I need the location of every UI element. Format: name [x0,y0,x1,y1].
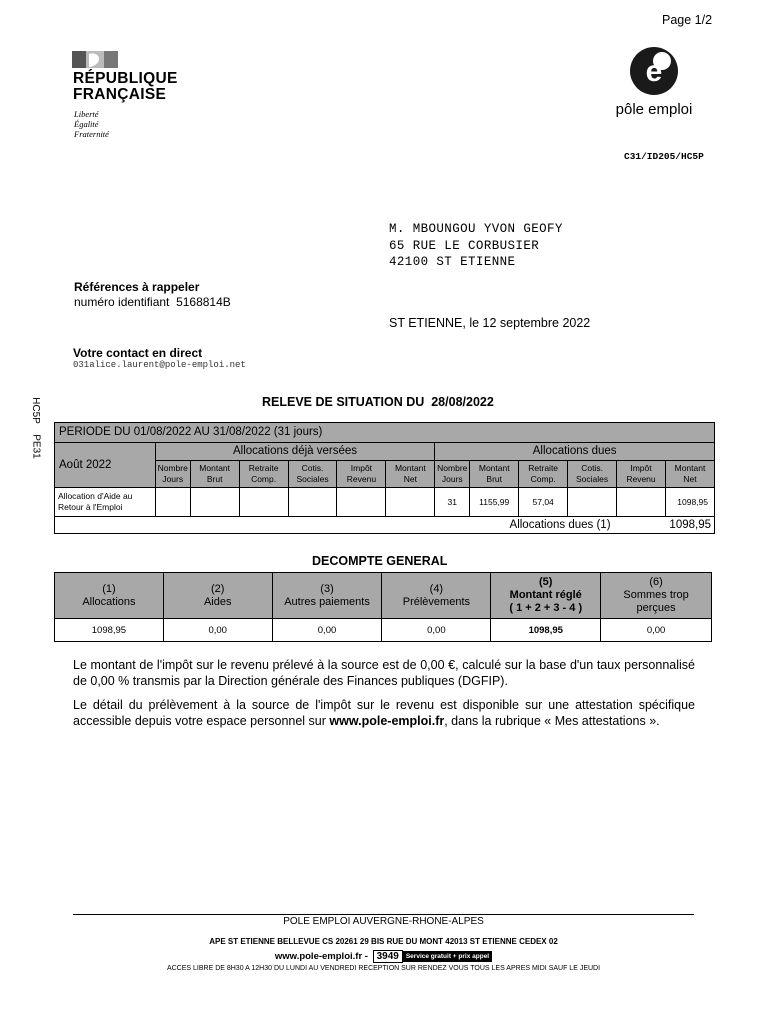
document-reference: C31/ID205/HC5P [624,151,704,162]
decompte-values-row [55,619,712,642]
republic-motto: Liberté Égalité Fraternité [74,109,109,139]
footer-org: POLE EMPLOI AUVERGNE-RHONE-ALPES [283,916,484,927]
marianne-logo [72,51,118,68]
paid-cell [190,488,239,517]
column-header: Montant Net [386,461,435,488]
side-codes [29,393,50,459]
column-header: Impôt Revenu [617,461,666,488]
paid-cell [239,488,288,517]
identifier-value: 5168814B [176,295,231,309]
column-header: Nombre Jours [155,461,190,488]
due-gross-cell: 1155,99 [470,488,519,517]
place-date: ST ETIENNE, le 12 septembre 2022 [389,316,591,330]
decompte-value-montant-regle: 1098,95 [491,619,601,642]
releve-title: RELEVE DE SITUATION DU 28/08/2022 [262,395,494,409]
group-due-header: Allocations dues [435,443,715,461]
releve-table [54,422,715,534]
identifier-line [74,295,231,309]
due-tax-cell [617,488,666,517]
footer-divider [73,914,694,915]
paid-cell [386,488,435,517]
footer-website[interactable]: www.pole-emploi.fr - [274,951,368,962]
phone-number[interactable]: 3949 [373,950,403,963]
group-paid-header: Allocations déjà versées [155,443,435,461]
column-header: Cotis. Sociales [288,461,337,488]
phone-note: Service gratuit + prix appel [403,951,492,962]
column-header: Montant Brut [190,461,239,488]
column-header: Retraite Comp. [519,461,568,488]
footer-address: APE ST ETIENNE BELLEVUE CS 20261 29 BIS RUE DU MONT 42013 ST ETIENNE CEDEX 02 [209,937,558,946]
pole-emploi-emblem-icon [606,44,702,100]
pole-emploi-link[interactable]: www.pole-emploi.fr [329,714,445,728]
column-header: Montant Net [665,461,714,488]
pole-emploi-logo-text: pôle emploi [615,101,693,118]
pole-emploi-logo [606,44,702,120]
releve-date: 28/08/2022 [431,395,494,409]
recipient-name: M. MBOUNGOU YVON GEOFY [389,222,563,236]
decompte-value: 0,00 [163,619,272,642]
identifier-label: numéro identifiant [74,295,170,309]
due-retirement-cell: 57,04 [519,488,568,517]
svg-text:e: e [645,55,663,88]
side-code-hc5p: HC5P [29,397,41,424]
decompte-value: 0,00 [272,619,382,642]
column-header: Retraite Comp. [239,461,288,488]
total-label: Allocations dues (1) [55,517,617,534]
decompte-value: 0,00 [382,619,491,642]
tax-paragraph: Le montant de l'impôt sur le revenu prélevé à la source est de 0,00 €, calculé sur la base d'un taux personnalisé de 0,00 % transmis par la Direction générale des Finances publiques (DGFIP). [73,658,695,688]
references-title: Références à rappeler [74,280,200,294]
column-header: Impôt Revenu [337,461,386,488]
period-header: PERIODE DU 01/08/2022 AU 31/08/2022 (31 jours) [55,423,715,443]
due-social-cell [568,488,617,517]
side-code-pe31: PE31 [30,434,42,459]
recipient-address [389,221,563,271]
due-days-cell: 31 [435,488,470,517]
decompte-value: 1098,95 [55,619,164,642]
decompte-header: (6) Sommes trop perçues [601,573,712,619]
month-cell: Août 2022 [55,443,156,488]
page-number: Page 1/2 [662,13,713,27]
decompte-header: (1) Allocations [55,573,164,619]
paid-cell [288,488,337,517]
recipient-street: 65 RUE LE CORBUSIER [389,238,540,253]
paid-cell [155,488,190,517]
decompte-header-montant-regle: (5) Montant réglé ( 1 + 2 + 3 - 4 ) [491,573,601,619]
contact-email[interactable]: 031alice.laurent@pole-emploi.net [73,360,246,370]
column-header: Montant Brut [470,461,519,488]
column-header: Cotis. Sociales [568,461,617,488]
decompte-header: (4) Prélèvements [382,573,491,619]
due-net-cell: 1098,95 [665,488,714,517]
decompte-header: (3) Autres paiements [272,573,382,619]
decompte-title: DECOMPTE GENERAL [312,554,448,568]
decompte-table [54,572,712,642]
footer-contact-line [73,950,694,963]
total-value: 1098,95 [617,517,715,534]
decompte-header: (2) Aides [163,573,272,619]
attestation-paragraph: Le détail du prélèvement à la source de l'impôt sur le revenu est disponible sur une attestation spécifique accessible depuis votre espace personnel sur www.pole-emploi.fr, dans la rubrique « Mes attestations ». [73,698,695,728]
decompte-value: 0,00 [601,619,712,642]
column-header: Nombre Jours [435,461,470,488]
table-row [55,488,715,517]
recipient-city: 42100 ST ETIENNE [389,255,516,269]
total-row [55,517,715,534]
footer-hours: ACCES LIBRE DE 8H30 A 12H30 DU LUNDI AU VENDREDI RECEPTION SUR RENDEZ VOUS TOUS LES APRES MIDI SAUF LE JEUDI [166,965,601,972]
republique-francaise-text: RÉPUBLIQUE FRANÇAISE [73,70,178,103]
paid-cell [337,488,386,517]
contact-title: Votre contact en direct [73,346,203,360]
row-label: Allocation d'Aide au Retour à l'Emploi [55,488,156,517]
